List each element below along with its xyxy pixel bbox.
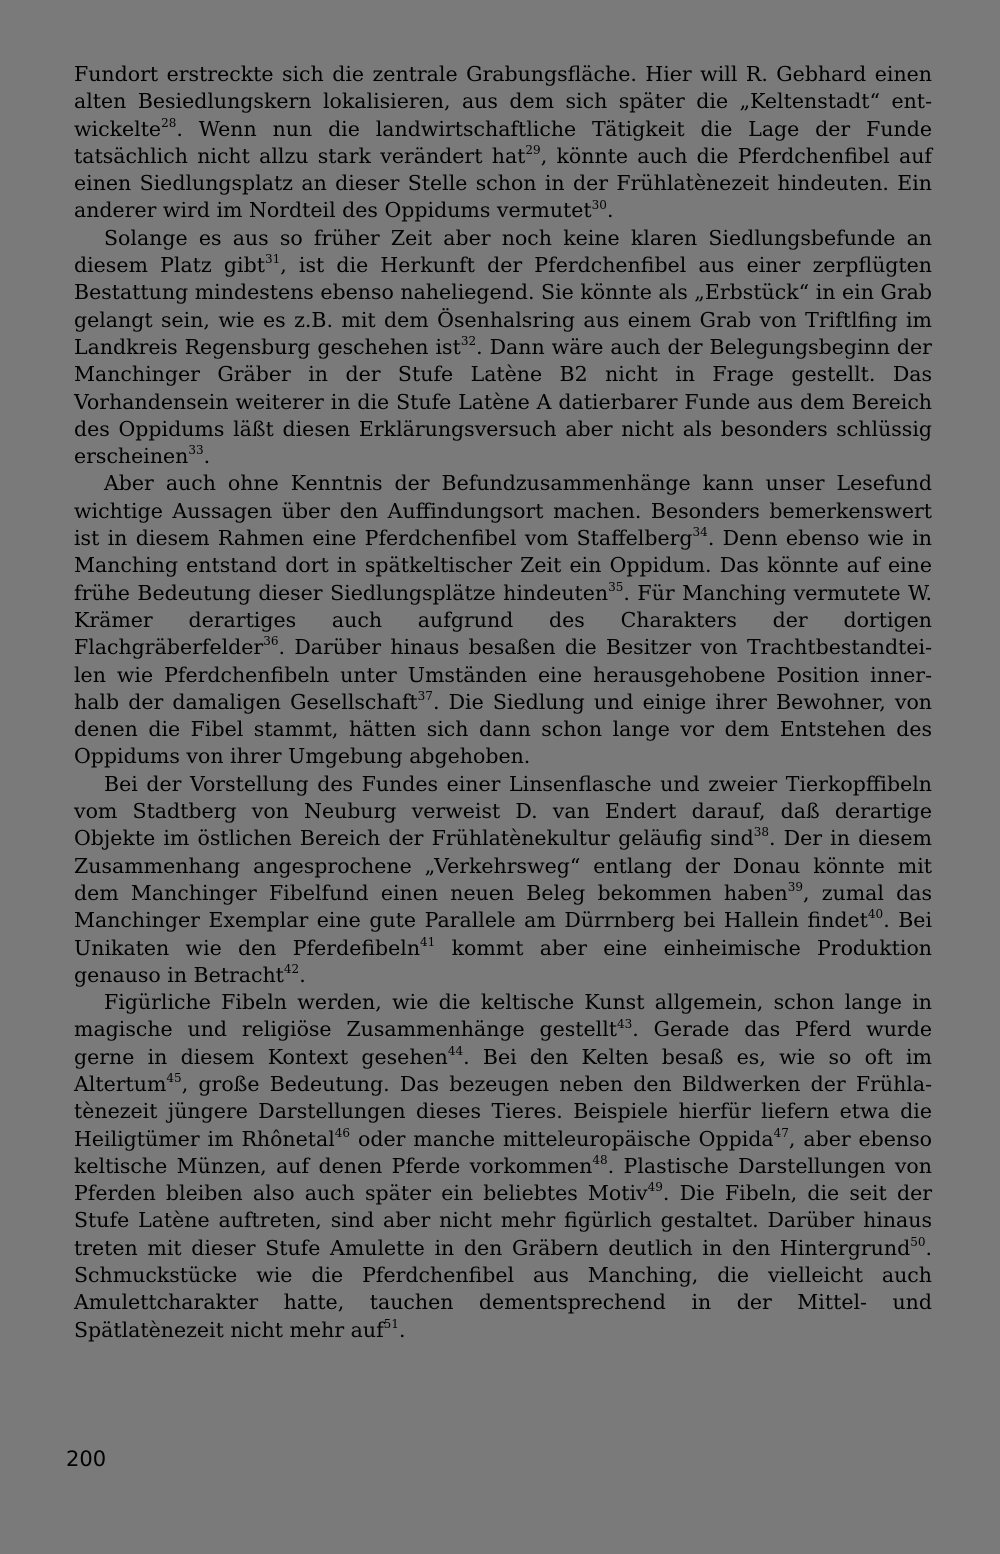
- footnote-ref: 47: [773, 1125, 789, 1140]
- footnote-ref: 44: [447, 1043, 464, 1058]
- footnote-ref: 29: [525, 143, 541, 158]
- footnote-ref: 46: [334, 1125, 351, 1140]
- footnote-ref: 39: [787, 880, 804, 895]
- footnote-ref: 43: [617, 1016, 633, 1031]
- footnote-ref: 51: [383, 1316, 399, 1331]
- page-number: 200: [66, 1447, 107, 1471]
- footnote-ref: 50: [910, 1234, 926, 1249]
- footnote-ref: 36: [263, 634, 279, 649]
- footnote-ref: 37: [417, 689, 433, 703]
- footnote-ref: 40: [867, 907, 884, 922]
- footnote-ref: 41: [420, 934, 436, 949]
- footnote-ref: 30: [591, 197, 607, 212]
- footnote-ref: 32: [460, 334, 477, 349]
- footnote-ref: 28: [161, 115, 177, 130]
- footnote-ref: 38: [753, 825, 769, 840]
- paragraph: Figürliche Fibeln werden, wie die keltische Kunst allgemein, schon lange in magische und religiöse Zusammenhänge gestellt$^{43}$. Gerade das Pferd wurde gerne in diesem Kontext gesehen$^{44}$. Bei den Kelten besaß es, wie so oft im Altertum$^{45}$, große Bedeutung. Das bezeugen neben den Bildwerken der Frühlatènezeit jüngere Darstellungen dieses Tieres. Beispiele hierfür liefern etwa die Heiligtümer im Rhônetal$^{46}$ oder manche mitteleuropäische Oppida$^{47}$, aber ebenso keltische Münzen, auf denen Pferde vorkommen$^{48}$. Plastische Darstellungen von Pferden bleiben also auch später ein beliebtes Motiv$^{49}$. Die Fibeln, die seit der Stufe Latène auftreten, sind aber nicht mehr figürlich gestaltet. Darüber hinaus treten mit dieser Stufe Amulette in den Gräbern deutlich in den Hintergrund$^{50}$. Schmuckstücke wie die Pferdchenfibel aus Manching, die vielleicht auch Amulettcharakter hatte, tauchen dementsprechend in der Mittel- und Spätlatènezeit nicht mehr auf$^{51}$.: [74, 990, 932, 1342]
- footnote-ref: 34: [692, 525, 708, 540]
- footnote-ref: 48: [592, 1153, 608, 1168]
- footnote-ref: 45: [166, 1071, 182, 1086]
- paragraph: Solange es aus so früher Zeit aber noch keine klaren Siedlungsbefunde an diesem Platz gibt$^{31}$, ist die Herkunft der Pferdchenfibel aus einer zerpflügten Bestattung mindestens ebenso naheliegend. Sie könnte als „Erbstück“ in ein Grab gelangt sein, wie es z.B. mit dem Ösenhalsring aus einem Grab von Triftlfing im Landkreis Regensburg geschehen ist$^{32}$. Dann wäre auch der Belegungsbeginn der Manchinger Gräber in der Stufe Latène B2 nicht in Frage gestellt. Das Vorhandensein weiterer in die Stufe Latène A datierbarer Funde aus dem Bereich des Oppidums läßt diesen Erklärungsversuch aber nicht als besonders schlüssig erscheinen$^{33}$.: [74, 225, 933, 469]
- footnote-ref: 49: [647, 1180, 663, 1195]
- footnote-ref: 42: [283, 961, 300, 976]
- paragraph: Fundort erstreckte sich die zentrale Grabungsfläche. Hier will R. Gebhard einen alten Besiedlungskern lokalisieren, aus dem sich später die „Keltenstadt“ entwickelte$^{28}$. Wenn nun die landwirtschaftliche Tätigkeit die Lage der Funde tatsächlich nicht allzu stark verändert hat$^{29}$, könnte auch die Pferdchenfibel auf einen Siedlungsplatz an dieser Stelle schon in der Frühlatènezeit hindeuten. Ein anderer wird im Nordteil des Oppidums vermutet$^{30}$.: [74, 62, 932, 223]
- paragraph: Bei der Vorstellung des Fundes einer Linsenflasche und zweier Tierkopffibeln vom Stadtberg von Neuburg verweist D. van Endert darauf, daß derartige Objekte im östlichen Bereich der Frühlatènekultur geläufig sind$^{38}$. Der in diesem Zusammenhang angesprochene „Verkehrsweg“ entlang der Donau könnte mit dem Manchinger Fibelfund einen neuen Beleg bekommen haben$^{39}$, zumal das Manchinger Exemplar eine gute Parallele am Dürrnberg bei Hallein findet$^{40}$. Bei Unikaten wie den Pferdefibeln$^{41}$ kommt aber eine einheimische Produktion genauso in Betracht$^{42}$.: [74, 771, 932, 987]
- footnote-ref: 31: [264, 252, 281, 267]
- body-text: [74, 61, 932, 1344]
- footnote-ref: 33: [188, 443, 204, 458]
- footnote-ref: 35: [608, 579, 624, 594]
- paragraph: Aber auch ohne Kenntnis der Befundzusammenhänge kann unser Lesefund wichtige Aussagen über den Auffindungsort machen. Besonders bemerkenswert ist in diesem Rahmen eine Pferdchenfibel vom Staffelberg$^{34}$. Denn ebenso wie in Manching entstand dort in spätkeltischer Zeit ein Oppidum. Das könnte auf eine frühe Bedeutung dieser Siedlungsplätze hindeuten$^{35}$. Für Manching vermutete W. Krämer derartiges auch aufgrund des Charakters der dortigen Flachgräberfelder$^{36}$. Darüber hinaus besaßen die Besitzer von Trachtbestandteilen wie Pferdchenfibeln unter Umständen eine herausgehobene Position innerhalb der damaligen Gesellschaft$^{37}$. Die Siedlung und einige ihrer Bewohner, von denen die Fibel stammt, hätten sich dann schon lange vor dem Entstehen des Oppidums von ihrer Umgebung abgehoben.: [74, 471, 933, 769]
